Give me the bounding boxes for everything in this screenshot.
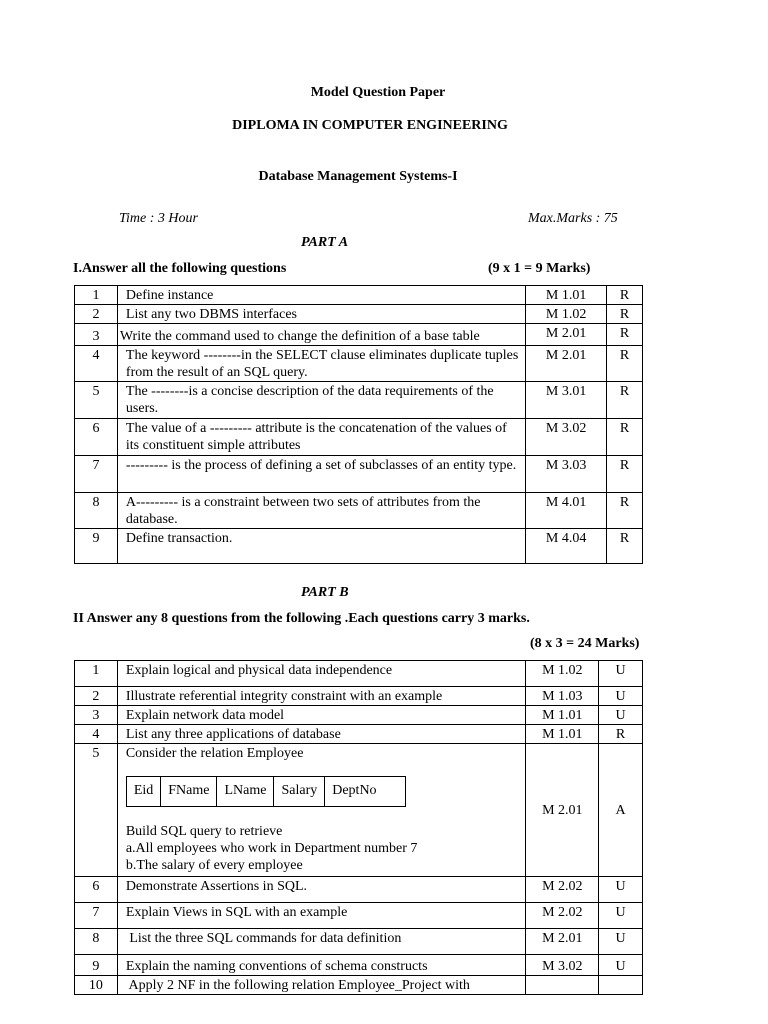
cognitive-level: U — [599, 955, 643, 976]
outcome-code: M 1.02 — [526, 305, 607, 324]
question-number: 6 — [75, 419, 118, 456]
cognitive-level: R — [607, 382, 643, 419]
cognitive-level: U — [599, 687, 643, 706]
part-b-table — [74, 660, 643, 995]
cognitive-level: U — [599, 877, 643, 903]
part-b-heading: PART B — [301, 585, 349, 600]
question-text: Explain network data model — [117, 706, 526, 725]
question-text: Write the command used to change the definition of a base table — [117, 324, 525, 346]
question-text: The --------is a concise description of the data requirements of the users. — [117, 382, 525, 419]
table-row — [75, 493, 643, 529]
question-text: Define instance — [117, 286, 525, 305]
question-text: A--------- is a constraint between two sets of attributes from the database. — [117, 493, 525, 529]
outcome-code: M 2.01 — [526, 744, 599, 877]
question-number: 4 — [75, 725, 118, 744]
cognitive-level — [599, 976, 643, 995]
part-a-instruction: I.Answer all the following questions — [73, 261, 287, 276]
outcome-code: M 2.02 — [526, 903, 599, 929]
question-number: 4 — [75, 346, 118, 382]
table-row — [75, 286, 643, 305]
question-text: Apply 2 NF in the following relation Employee_Project with — [117, 976, 526, 995]
table-row — [75, 687, 643, 706]
cognitive-level: R — [607, 324, 643, 346]
table-row — [75, 529, 643, 564]
outcome-code: M 4.01 — [526, 493, 607, 529]
question-text: Define transaction. — [117, 529, 525, 564]
cognitive-level: R — [599, 725, 643, 744]
cognitive-level: R — [607, 346, 643, 382]
outcome-code: M 1.01 — [526, 706, 599, 725]
part-a-marks: (9 x 1 = 9 Marks) — [488, 261, 591, 276]
outcome-code: M 4.04 — [526, 529, 607, 564]
table-row — [75, 661, 643, 687]
question-number: 3 — [75, 324, 118, 346]
question-part: b.The salary of every employee — [125, 858, 303, 873]
table-row — [75, 382, 643, 419]
outcome-code: M 2.01 — [526, 346, 607, 382]
question-number: 3 — [75, 706, 118, 725]
cognitive-level: R — [607, 286, 643, 305]
outcome-code: M 3.02 — [526, 419, 607, 456]
outcome-code: M 3.03 — [526, 456, 607, 493]
table-row — [75, 725, 643, 744]
table-row — [75, 706, 643, 725]
question-part: a.All employees who work in Department number 7 — [125, 841, 418, 856]
table-row — [75, 324, 643, 346]
relation-header-row — [126, 777, 405, 807]
part-a-table — [74, 285, 643, 564]
paper-title: Model Question Paper — [310, 85, 446, 100]
question-text: The keyword --------in the SELECT clause eliminates duplicate tuples from the result of an SQL query. — [117, 346, 525, 382]
outcome-code: M 3.01 — [526, 382, 607, 419]
table-row — [75, 744, 643, 877]
question-text: Explain Views in SQL with an example — [117, 903, 526, 929]
question-number: 1 — [75, 661, 118, 687]
cognitive-level: A — [599, 744, 643, 877]
relation-column: DeptNo — [325, 777, 405, 807]
cognitive-level: R — [607, 456, 643, 493]
question-number: 1 — [75, 286, 118, 305]
course-name: DIPLOMA IN COMPUTER ENGINEERING — [232, 118, 508, 133]
max-marks: Max.Marks : 75 — [528, 211, 618, 226]
question-text: List any two DBMS interfaces — [117, 305, 525, 324]
cognitive-level: R — [607, 493, 643, 529]
question-text: The value of a --------- attribute is the concatenation of the values of its constituent simple attributes — [117, 419, 525, 456]
cognitive-level: U — [599, 706, 643, 725]
table-row — [75, 456, 643, 493]
outcome-code: M 1.01 — [526, 286, 607, 305]
question-number: 8 — [75, 929, 118, 955]
cognitive-level: U — [599, 929, 643, 955]
question-text: Explain the naming conventions of schema constructs — [117, 955, 526, 976]
employee-relation-table — [126, 776, 406, 807]
subject-name: Database Management Systems-I — [258, 169, 458, 184]
relation-column: FName — [161, 777, 217, 807]
table-row — [75, 976, 643, 995]
outcome-code: M 3.02 — [526, 955, 599, 976]
question-number: 10 — [75, 976, 118, 995]
cognitive-level: U — [599, 661, 643, 687]
part-b-instruction: II Answer any 8 questions from the following .Each questions carry 3 marks. — [73, 611, 530, 626]
question-text: Consider the relation Employee — [125, 746, 304, 761]
question-text: Demonstrate Assertions in SQL. — [117, 877, 526, 903]
part-b-marks: (8 x 3 = 24 Marks) — [530, 636, 640, 651]
table-row — [75, 929, 643, 955]
relation-column: Salary — [274, 777, 325, 807]
table-row — [75, 346, 643, 382]
question-number: 2 — [75, 305, 118, 324]
question-followup: Build SQL query to retrieve — [125, 824, 283, 839]
question-text: Explain logical and physical data independence — [117, 661, 526, 687]
exam-time: Time : 3 Hour — [119, 211, 198, 226]
cognitive-level: R — [607, 419, 643, 456]
outcome-code: M 2.01 — [526, 324, 607, 346]
table-row — [75, 877, 643, 903]
question-number: 9 — [75, 529, 118, 564]
table-row — [75, 305, 643, 324]
question-text: --------- is the process of defining a set of subclasses of an entity type. — [117, 456, 525, 493]
question-number: 7 — [75, 903, 118, 929]
table-row — [75, 903, 643, 929]
outcome-code: M 2.01 — [526, 929, 599, 955]
outcome-code: M 1.03 — [526, 687, 599, 706]
table-row — [75, 419, 643, 456]
part-a-heading: PART A — [301, 235, 349, 250]
question-number: 5 — [75, 744, 118, 877]
table-row — [75, 955, 643, 976]
outcome-code: M 1.01 — [526, 725, 599, 744]
cognitive-level: U — [599, 903, 643, 929]
question-number: 7 — [75, 456, 118, 493]
question-number: 2 — [75, 687, 118, 706]
question-number: 9 — [75, 955, 118, 976]
cognitive-level: R — [607, 529, 643, 564]
question-cell — [117, 744, 526, 877]
question-number: 6 — [75, 877, 118, 903]
outcome-code: M 1.02 — [526, 661, 599, 687]
relation-column: LName — [217, 777, 274, 807]
question-number: 5 — [75, 382, 118, 419]
question-number: 8 — [75, 493, 118, 529]
question-text: Illustrate referential integrity constraint with an example — [117, 687, 526, 706]
question-text: List the three SQL commands for data definition — [117, 929, 526, 955]
cognitive-level: R — [607, 305, 643, 324]
question-text: List any three applications of database — [117, 725, 526, 744]
outcome-code — [526, 976, 599, 995]
relation-column: Eid — [126, 777, 160, 807]
outcome-code: M 2.02 — [526, 877, 599, 903]
